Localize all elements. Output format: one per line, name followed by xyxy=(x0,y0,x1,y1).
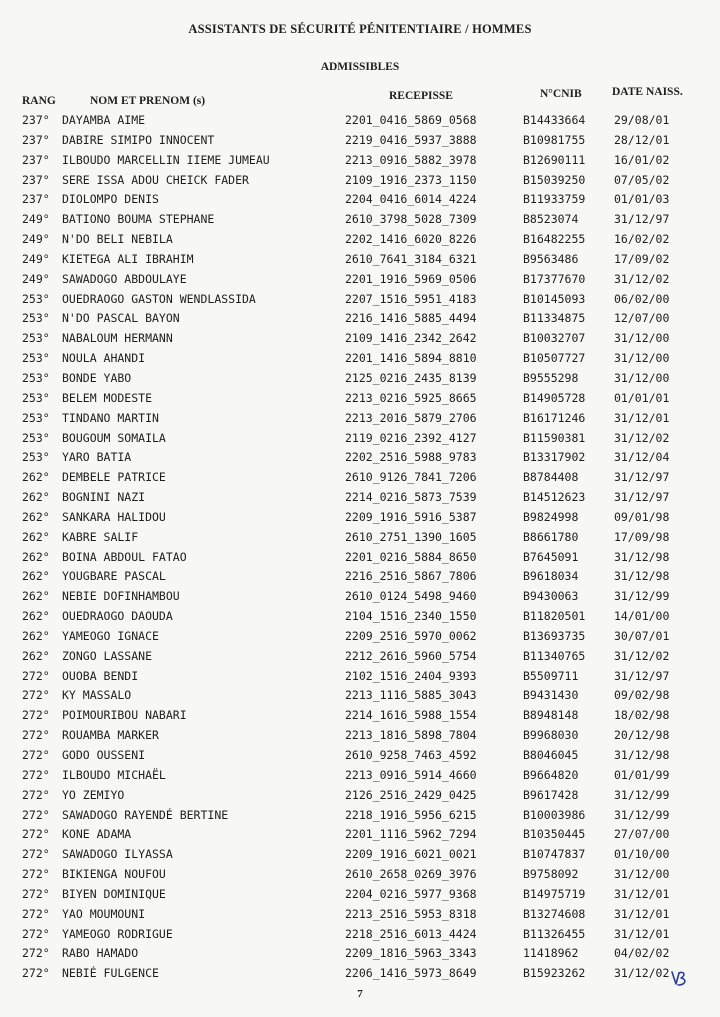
cell-rang: 272° xyxy=(22,728,50,743)
cell-recepisse: 2219_0416_5937_3888 xyxy=(345,132,477,147)
cell-name: YO ZEMIYO xyxy=(62,787,125,802)
cell-rang: 272° xyxy=(22,688,50,703)
cell-rang: 253° xyxy=(22,370,50,385)
cell-rang: 272° xyxy=(22,867,50,882)
table-row xyxy=(0,447,720,467)
cell-name: NEBIÉ FULGENCE xyxy=(62,966,159,981)
table-row xyxy=(0,904,720,924)
cell-cnib: B11334875 xyxy=(523,311,586,326)
cell-recepisse: 2212_2616_5960_5754 xyxy=(345,648,477,663)
cell-cnib: B15923262 xyxy=(523,966,586,981)
cell-rang: 272° xyxy=(22,886,50,901)
table-row xyxy=(0,249,720,269)
cell-cnib: B13693735 xyxy=(523,628,586,643)
cell-recepisse: 2119_0216_2392_4127 xyxy=(345,430,477,445)
cell-rang: 262° xyxy=(22,470,50,485)
table-row xyxy=(0,308,720,328)
table-row xyxy=(0,130,720,150)
cell-cnib: B8784408 xyxy=(523,470,579,485)
cell-recepisse: 2104_1516_2340_1550 xyxy=(345,609,477,624)
cell-cnib: B10981755 xyxy=(523,132,586,147)
cell-cnib: B13274608 xyxy=(523,906,586,921)
cell-rang: 253° xyxy=(22,390,50,405)
cell-name: OUOBA BENDI xyxy=(62,668,139,683)
table-row xyxy=(0,328,720,348)
table-row xyxy=(0,626,720,646)
cell-name: ILBOUDO MICHAËL xyxy=(62,767,166,782)
cell-recepisse: 2610_2658_0269_3976 xyxy=(345,867,477,882)
table-row xyxy=(0,547,720,567)
header-rang: RANG xyxy=(22,95,56,107)
table-row xyxy=(0,765,720,785)
cell-rang: 249° xyxy=(22,212,50,227)
cell-cnib: B11820501 xyxy=(523,609,586,624)
cell-recepisse: 2102_1516_2404_9393 xyxy=(345,668,477,683)
cell-cnib: B9555298 xyxy=(523,370,579,385)
cell-date-naiss: 17/09/98 xyxy=(614,529,670,544)
cell-name: YOUGBARE PASCAL xyxy=(62,569,166,584)
cell-date-naiss: 04/02/02 xyxy=(614,946,670,961)
cell-name: ILBOUDO MARCELLIN IIEME JUMEAU xyxy=(62,152,270,167)
table-row xyxy=(0,725,720,745)
cell-name: N'DO PASCAL BAYON xyxy=(62,311,180,326)
cell-date-naiss: 20/12/98 xyxy=(614,728,670,743)
cell-name: SAWADOGO ILYASSA xyxy=(62,847,173,862)
cell-date-naiss: 31/12/02 xyxy=(614,648,670,663)
table-row xyxy=(0,348,720,368)
cell-name: GODO OUSSENI xyxy=(62,748,146,762)
table-row xyxy=(0,487,720,507)
cell-cnib: B9618034 xyxy=(523,569,579,584)
cell-cnib: B11326455 xyxy=(523,926,586,941)
cell-rang: 262° xyxy=(22,589,50,604)
cell-recepisse: 2109_1916_2373_1150 xyxy=(345,172,477,187)
cell-name: YAMEOGO RODRIGUE xyxy=(62,926,173,941)
cell-cnib: B15039250 xyxy=(523,172,586,187)
cell-cnib: B17377670 xyxy=(523,271,586,286)
table-row xyxy=(0,824,720,844)
cell-recepisse: 2214_1616_5988_1554 xyxy=(345,708,477,723)
cell-rang: 237° xyxy=(22,192,50,207)
table-row xyxy=(0,229,720,249)
cell-name: BOGNINI NAZI xyxy=(62,490,146,505)
table-row xyxy=(0,289,720,309)
cell-recepisse: 2213_1116_5885_3043 xyxy=(345,688,477,703)
cell-name: KONE ADAMA xyxy=(62,827,132,842)
cell-recepisse: 2201_0416_5869_0568 xyxy=(345,113,477,127)
table-row xyxy=(0,269,720,289)
cell-recepisse: 2204_0416_6014_4224 xyxy=(345,192,477,207)
cell-rang: 272° xyxy=(22,926,50,941)
cell-date-naiss: 01/01/99 xyxy=(614,767,670,782)
cell-cnib: B14512623 xyxy=(523,490,586,505)
cell-date-naiss: 09/01/98 xyxy=(614,509,670,524)
table-row xyxy=(0,566,720,586)
cell-cnib: B14905728 xyxy=(523,390,586,405)
cell-date-naiss: 06/02/00 xyxy=(614,291,670,306)
cell-name: BIKIENGA NOUFOU xyxy=(62,867,166,882)
cell-date-naiss: 31/12/00 xyxy=(614,331,670,346)
cell-cnib: B11590381 xyxy=(523,430,586,445)
cell-cnib: B9758092 xyxy=(523,867,579,882)
cell-rang: 272° xyxy=(22,807,50,822)
cell-name: BIYEN DOMINIQUE xyxy=(62,886,166,901)
cell-date-naiss: 31/12/04 xyxy=(614,450,670,465)
cell-date-naiss: 31/12/97 xyxy=(614,668,670,683)
cell-rang: 253° xyxy=(22,410,50,425)
cell-recepisse: 2216_1416_5885_4494 xyxy=(345,311,477,326)
cell-cnib: B10003986 xyxy=(523,807,586,822)
cell-cnib: B13317902 xyxy=(523,450,586,465)
table-row xyxy=(0,705,720,725)
cell-cnib: B9430063 xyxy=(523,589,579,604)
table-row xyxy=(0,666,720,686)
admissibles-table xyxy=(0,110,720,983)
cell-name: NOULA AHANDI xyxy=(62,351,146,366)
cell-rang: 272° xyxy=(22,767,50,782)
header-nom: NOM ET PRENOM (s) xyxy=(90,95,206,107)
cell-cnib: B16171246 xyxy=(523,410,586,425)
table-row xyxy=(0,408,720,428)
cell-rang: 237° xyxy=(22,132,50,147)
cell-recepisse: 2213_0916_5882_3978 xyxy=(345,152,477,167)
cell-name: SAWADOGO ABDOULAYE xyxy=(62,271,187,286)
cell-name: RABO HAMADO xyxy=(62,946,139,961)
cell-recepisse: 2206_1416_5973_8649 xyxy=(345,966,477,981)
cell-name: YAO MOUMOUNI xyxy=(62,906,146,921)
table-row xyxy=(0,110,720,130)
cell-recepisse: 2214_0216_5873_7539 xyxy=(345,490,477,505)
cell-name: BELEM MODESTE xyxy=(62,390,153,405)
cell-cnib: B10747837 xyxy=(523,847,586,862)
cell-name: BOINA ABDOUL FATAO xyxy=(62,549,187,564)
cell-date-naiss: 31/12/97 xyxy=(614,212,670,227)
cell-recepisse: 2213_2016_5879_2706 xyxy=(345,410,477,425)
cell-rang: 253° xyxy=(22,311,50,326)
cell-recepisse: 2109_1416_2342_2642 xyxy=(345,331,477,346)
cell-cnib: B8661780 xyxy=(523,529,579,544)
cell-recepisse: 2610_0124_5498_9460 xyxy=(345,589,477,604)
cell-recepisse: 2218_2516_6013_4424 xyxy=(345,926,477,941)
cell-cnib: B10350445 xyxy=(523,827,586,842)
cell-date-naiss: 31/12/97 xyxy=(614,470,670,485)
cell-rang: 272° xyxy=(22,966,50,981)
table-row xyxy=(0,963,720,983)
table-row xyxy=(0,368,720,388)
table-row xyxy=(0,745,720,765)
cell-date-naiss: 31/12/01 xyxy=(614,926,670,941)
cell-date-naiss: 31/12/02 xyxy=(614,271,670,286)
cell-recepisse: 2610_9258_7463_4592 xyxy=(345,748,477,762)
cell-name: ROUAMBA MARKER xyxy=(62,728,159,743)
cell-cnib: B14433664 xyxy=(523,113,586,127)
cell-rang: 262° xyxy=(22,549,50,564)
cell-date-naiss: 31/12/00 xyxy=(614,370,670,385)
cell-rang: 237° xyxy=(22,172,50,187)
cell-rang: 262° xyxy=(22,609,50,624)
cell-name: SANKARA HALIDOU xyxy=(62,509,166,524)
cell-recepisse: 2201_1916_5969_0506 xyxy=(345,271,477,286)
cell-name: BONDE YABO xyxy=(62,370,132,385)
cell-cnib: B11933759 xyxy=(523,192,586,207)
table-row xyxy=(0,209,720,229)
cell-recepisse: 2610_7641_3184_6321 xyxy=(345,251,477,266)
cell-cnib: B9824998 xyxy=(523,509,579,524)
cell-recepisse: 2610_2751_1390_1605 xyxy=(345,529,477,544)
cell-date-naiss: 29/08/01 xyxy=(614,113,670,127)
table-row xyxy=(0,884,720,904)
cell-date-naiss: 31/12/02 xyxy=(614,430,670,445)
cell-name: YARO BATIA xyxy=(62,450,132,465)
cell-recepisse: 2213_2516_5953_8318 xyxy=(345,906,477,921)
cell-date-naiss: 01/10/00 xyxy=(614,847,670,862)
cell-date-naiss: 31/12/99 xyxy=(614,787,670,802)
cell-date-naiss: 27/07/00 xyxy=(614,827,670,842)
cell-date-naiss: 31/12/02 xyxy=(614,966,670,981)
table-row xyxy=(0,924,720,944)
cell-rang: 253° xyxy=(22,351,50,366)
cell-recepisse: 2202_1416_6020_8226 xyxy=(345,232,477,247)
header-date-naiss: DATE NAISS. xyxy=(612,86,683,98)
table-row xyxy=(0,685,720,705)
cell-name: TINDANO MARTIN xyxy=(62,410,159,425)
cell-name: NABALOUM HERMANN xyxy=(62,331,173,346)
cell-rang: 272° xyxy=(22,668,50,683)
cell-name: SAWADOGO RAYENDÉ BERTINE xyxy=(62,807,229,822)
cell-name: BATIONO BOUMA STEPHANE xyxy=(62,212,215,227)
cell-recepisse: 2209_2516_5970_0062 xyxy=(345,628,477,643)
cell-date-naiss: 18/02/98 xyxy=(614,708,670,723)
table-row xyxy=(0,388,720,408)
cell-name: NEBIE DOFINHAMBOU xyxy=(62,589,180,604)
cell-cnib: B5509711 xyxy=(523,668,579,683)
cell-date-naiss: 12/07/00 xyxy=(614,311,670,326)
cell-rang: 262° xyxy=(22,529,50,544)
table-row xyxy=(0,864,720,884)
cell-rang: 253° xyxy=(22,331,50,346)
cell-rang: 249° xyxy=(22,251,50,266)
header-recepisse: RECEPISSE xyxy=(389,90,453,102)
table-row xyxy=(0,785,720,805)
cell-cnib: B8948148 xyxy=(523,708,579,723)
cell-name: BOUGOUM SOMAILA xyxy=(62,430,166,445)
cell-date-naiss: 31/12/00 xyxy=(614,351,670,366)
cell-cnib: B9431430 xyxy=(523,688,579,703)
table-row xyxy=(0,943,720,963)
cell-recepisse: 2201_1116_5962_7294 xyxy=(345,827,477,842)
table-row xyxy=(0,467,720,487)
cell-cnib: B9563486 xyxy=(523,251,579,266)
cell-recepisse: 2201_0216_5884_8650 xyxy=(345,549,477,564)
cell-name: N'DO BELI NEBILA xyxy=(62,232,173,247)
cell-recepisse: 2209_1816_5963_3343 xyxy=(345,946,477,961)
cell-date-naiss: 31/12/01 xyxy=(614,410,670,425)
cell-cnib: 11418962 xyxy=(523,946,579,961)
cell-cnib: B10145093 xyxy=(523,291,586,306)
cell-date-naiss: 16/02/02 xyxy=(614,232,670,247)
cell-date-naiss: 31/12/98 xyxy=(614,569,670,584)
cell-name: OUEDRAOGO DAOUDA xyxy=(62,609,173,624)
cell-recepisse: 2218_1916_5956_6215 xyxy=(345,807,477,822)
cell-recepisse: 2207_1516_5951_4183 xyxy=(345,291,477,306)
cell-recepisse: 2216_2516_5867_7806 xyxy=(345,569,477,584)
cell-recepisse: 2126_2516_2429_0425 xyxy=(345,787,477,802)
cell-date-naiss: 28/12/01 xyxy=(614,132,670,147)
cell-date-naiss: 01/01/03 xyxy=(614,192,670,207)
cell-name: KABRE SALIF xyxy=(62,529,139,544)
cell-date-naiss: 31/12/98 xyxy=(614,549,670,564)
cell-rang: 272° xyxy=(22,946,50,961)
cell-cnib: B9968030 xyxy=(523,728,579,743)
cell-rang: 272° xyxy=(22,708,50,723)
table-row xyxy=(0,527,720,547)
table-row xyxy=(0,844,720,864)
cell-date-naiss: 31/12/99 xyxy=(614,807,670,822)
cell-name: YAMEOGO IGNACE xyxy=(62,628,159,643)
cell-date-naiss: 31/12/00 xyxy=(614,867,670,882)
cell-date-naiss: 01/01/01 xyxy=(614,390,670,405)
cell-date-naiss: 16/01/02 xyxy=(614,152,670,167)
cell-name: KY MASSALO xyxy=(62,688,132,703)
cell-recepisse: 2202_2516_5988_9783 xyxy=(345,450,477,465)
cell-name: SERE ISSA ADOU CHEICK FADER xyxy=(62,172,249,187)
table-row xyxy=(0,507,720,527)
table-row xyxy=(0,805,720,825)
cell-name: DEMBELE PATRICE xyxy=(62,470,166,485)
header-cnib: N°CNIB xyxy=(540,88,582,100)
table-row xyxy=(0,189,720,209)
table-row xyxy=(0,606,720,626)
cell-recepisse: 2213_0216_5925_8665 xyxy=(345,390,477,405)
cell-recepisse: 2204_0216_5977_9368 xyxy=(345,886,477,901)
cell-date-naiss: 14/01/00 xyxy=(614,609,670,624)
cell-recepisse: 2213_1816_5898_7804 xyxy=(345,728,477,743)
cell-cnib: B11340765 xyxy=(523,648,586,663)
cell-date-naiss: 07/05/02 xyxy=(614,172,670,187)
cell-rang: 272° xyxy=(22,827,50,842)
cell-rang: 253° xyxy=(22,430,50,445)
cell-rang: 262° xyxy=(22,648,50,663)
cell-cnib: B7645091 xyxy=(523,549,579,564)
cell-rang: 253° xyxy=(22,291,50,306)
cell-recepisse: 2201_1416_5894_8810 xyxy=(345,351,477,366)
cell-cnib: B9664820 xyxy=(523,767,579,782)
cell-name: DAYAMBA AIME xyxy=(62,113,146,127)
cell-recepisse: 2125_0216_2435_8139 xyxy=(345,370,477,385)
table-row xyxy=(0,150,720,170)
cell-date-naiss: 31/12/99 xyxy=(614,589,670,604)
cell-rang: 249° xyxy=(22,232,50,247)
cell-date-naiss: 31/12/01 xyxy=(614,886,670,901)
cell-name: KIETEGA ALI IBRAHIM xyxy=(62,251,194,266)
cell-name: ZONGO LASSANE xyxy=(62,648,153,663)
cell-rang: 237° xyxy=(22,152,50,167)
table-row xyxy=(0,586,720,606)
table-row xyxy=(0,646,720,666)
cell-rang: 262° xyxy=(22,628,50,643)
cell-cnib: B14975719 xyxy=(523,886,586,901)
cell-rang: 262° xyxy=(22,569,50,584)
cell-name: DIOLOMPO DENIS xyxy=(62,192,159,207)
cell-rang: 262° xyxy=(22,509,50,524)
cell-date-naiss: 31/12/97 xyxy=(614,490,670,505)
page-subtitle: ADMISSIBLES xyxy=(320,61,400,73)
cell-date-naiss: 31/12/01 xyxy=(614,906,670,921)
cell-cnib: B8046045 xyxy=(523,748,579,762)
cell-rang: 253° xyxy=(22,450,50,465)
cell-cnib: B12690111 xyxy=(523,152,586,167)
cell-date-naiss: 30/07/01 xyxy=(614,628,670,643)
cell-cnib: B8523074 xyxy=(523,212,579,227)
table-row xyxy=(0,428,720,448)
cell-name: POIMOURIBOU NABARI xyxy=(62,708,187,723)
cell-rang: 272° xyxy=(22,847,50,862)
cell-recepisse: 2209_1916_6021_0021 xyxy=(345,847,477,862)
cell-rang: 249° xyxy=(22,271,50,286)
cell-cnib: B9617428 xyxy=(523,787,579,802)
cell-cnib: B10032707 xyxy=(523,331,586,346)
cell-recepisse: 2610_9126_7841_7206 xyxy=(345,470,477,485)
cell-cnib: B16482255 xyxy=(523,232,586,247)
cell-recepisse: 2610_3798_5028_7309 xyxy=(345,212,477,227)
cell-date-naiss: 31/12/98 xyxy=(614,748,670,762)
table-row xyxy=(0,170,720,190)
cell-name: OUEDRAOGO GASTON WENDLASSIDA xyxy=(62,291,256,306)
handwritten-initials xyxy=(669,968,693,995)
cell-recepisse: 2213_0916_5914_4660 xyxy=(345,767,477,782)
cell-rang: 237° xyxy=(22,113,50,127)
cell-rang: 262° xyxy=(22,490,50,505)
cell-name: DABIRE SIMIPO INNOCENT xyxy=(62,132,215,147)
cell-date-naiss: 17/09/02 xyxy=(614,251,670,266)
cell-rang: 272° xyxy=(22,748,50,762)
cell-date-naiss: 09/02/98 xyxy=(614,688,670,703)
cell-rang: 272° xyxy=(22,787,50,802)
cell-recepisse: 2209_1916_5916_5387 xyxy=(345,509,477,524)
cell-rang: 272° xyxy=(22,906,50,921)
page-number: 7 xyxy=(357,988,363,1000)
cell-cnib: B10507727 xyxy=(523,351,586,366)
page-title: ASSISTANTS DE SÉCURITÉ PÉNITENTIAIRE / HOMMES xyxy=(188,22,532,36)
